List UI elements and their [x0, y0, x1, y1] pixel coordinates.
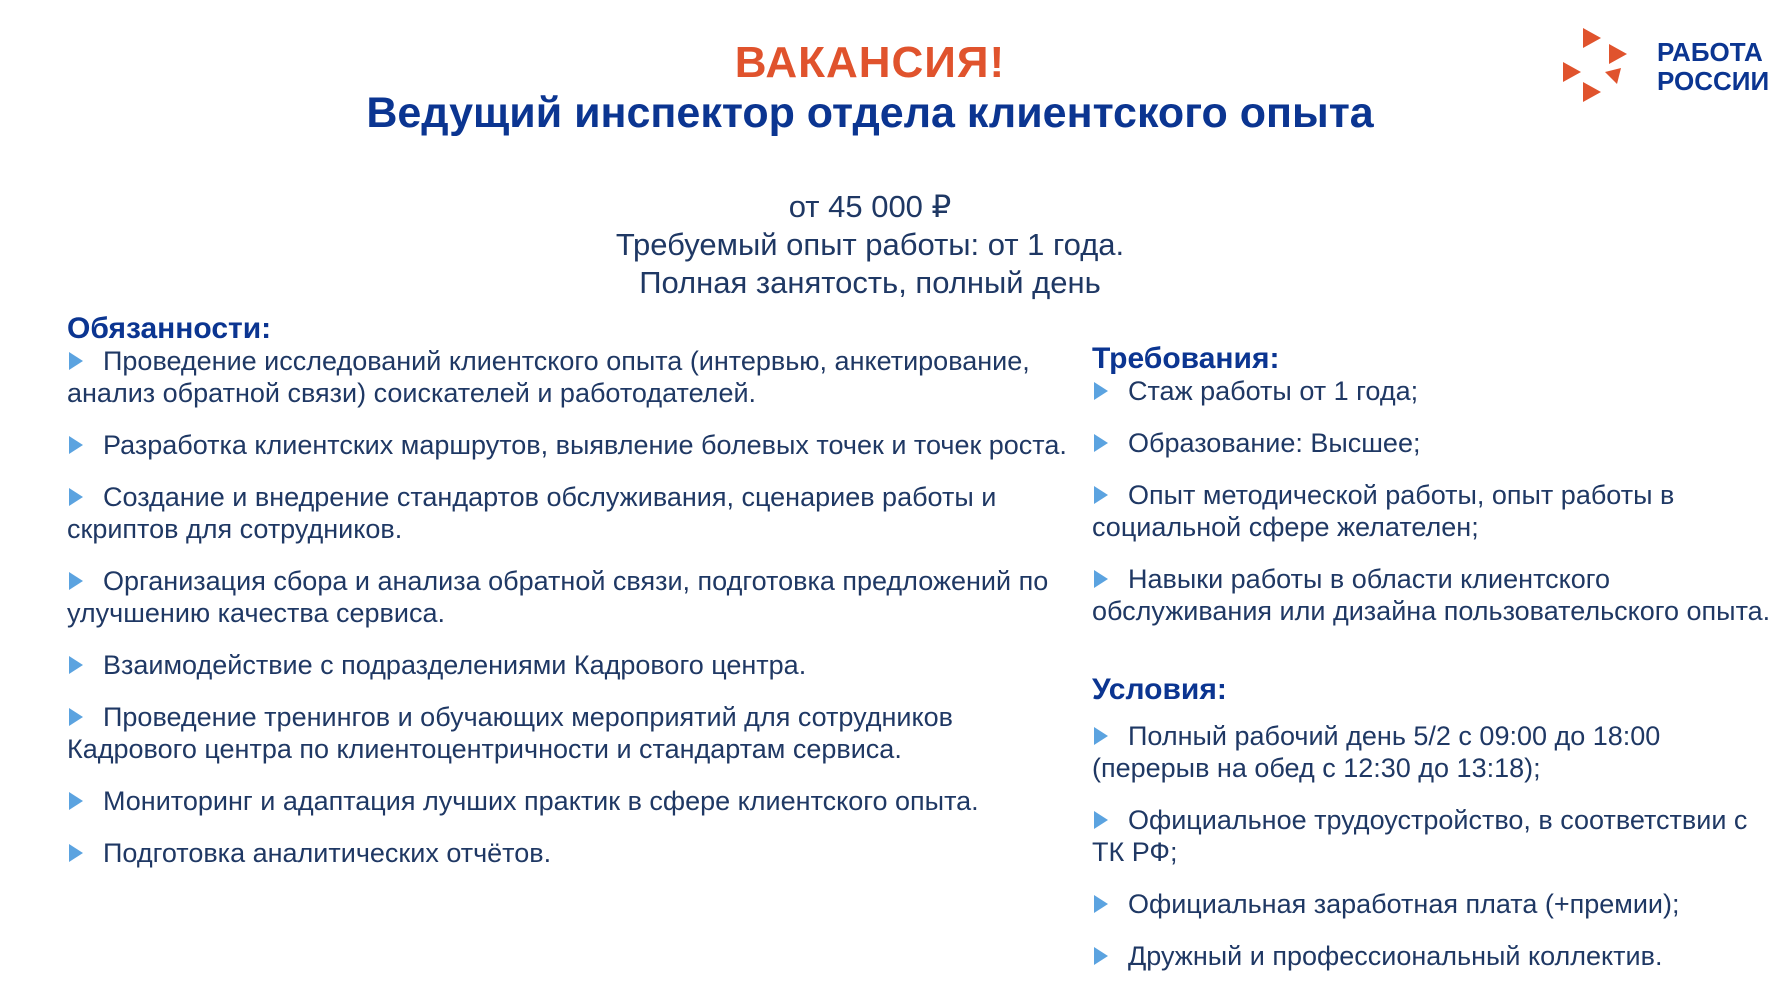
requirements-title: Требования: [1092, 342, 1280, 375]
list-item-text: Мониторинг и адаптация лучших практик в сфере клиентского опыта. [103, 786, 979, 816]
triangle-bullet-icon [69, 352, 83, 370]
vacancy-summary [300, 188, 1440, 302]
logo-line-2: РОССИИ [1657, 66, 1770, 96]
list-item [67, 649, 1087, 681]
list-item-text: Навыки работы в области клиентского обслуживания или дизайна пользовательского опыта. [1092, 564, 1771, 626]
rabota-rossii-logo [1561, 22, 1781, 112]
list-item [1092, 888, 1782, 920]
salary-text: от 45 000 ₽ [788, 189, 952, 224]
duties-title: Обязанности: [67, 312, 272, 345]
list-item-text: Разработка клиентских маршрутов, выявление болевых точек и точек роста. [103, 430, 1067, 460]
triangle-bullet-icon [1094, 727, 1108, 745]
triangle-bullet-icon [1094, 382, 1108, 400]
list-item-text: Проведение тренингов и обучающих мероприятий для сотрудников Кадрового центра по клиентоцентричности и стандартам сервиса. [67, 702, 953, 764]
vacancy-header [300, 37, 1440, 139]
duties-list [67, 345, 1087, 869]
position-title: Ведущий инспектор отдела клиентского опыта [366, 89, 1374, 137]
conditions-title: Условия: [1092, 673, 1227, 706]
vacancy-label: ВАКАНСИЯ! [734, 38, 1006, 87]
triangle-bullet-icon [1094, 895, 1108, 913]
list-item [1092, 720, 1782, 784]
requirements-list [1092, 375, 1782, 627]
list-item [1092, 427, 1782, 459]
list-item [1092, 804, 1782, 868]
list-item [67, 837, 1087, 869]
list-item-text: Официальное трудоустройство, в соответствии с ТК РФ; [1092, 805, 1748, 867]
triangle-bullet-icon [1094, 434, 1108, 452]
triangle-bullet-icon [69, 572, 83, 590]
list-item [1092, 479, 1782, 543]
triangle-bullet-icon [69, 656, 83, 674]
triangle-bullet-icon [69, 488, 83, 506]
triangle-bullet-icon [1094, 570, 1108, 588]
list-item [1092, 940, 1782, 972]
list-item [1092, 563, 1782, 627]
list-item [67, 345, 1087, 409]
logo-mark-icon [1561, 22, 1651, 112]
conditions-list [1092, 720, 1782, 972]
list-item-text: Официальная заработная плата (+премии); [1128, 889, 1680, 919]
employment-text: Полная занятость, полный день [639, 265, 1101, 300]
logo-line-1: РАБОТА [1657, 37, 1763, 67]
list-item [67, 565, 1087, 629]
triangle-bullet-icon [69, 792, 83, 810]
triangle-bullet-icon [69, 436, 83, 454]
list-item [1092, 375, 1782, 407]
list-item-text: Опыт методической работы, опыт работы в социальной сфере желателен; [1092, 480, 1675, 542]
list-item [67, 785, 1087, 817]
list-item-text: Проведение исследований клиентского опыта (интервью, анкетирование, анализ обратной связи) соискателей и работодателей. [67, 346, 1030, 408]
list-item-text: Взаимодействие с подразделениями Кадрового центра. [103, 650, 807, 680]
list-item [67, 701, 1087, 765]
logo-text [1657, 38, 1769, 96]
triangle-bullet-icon [69, 708, 83, 726]
list-item-text: Дружный и профессиональный коллектив. [1128, 941, 1663, 971]
triangle-bullet-icon [1094, 811, 1108, 829]
list-item-text: Подготовка аналитических отчётов. [103, 838, 552, 868]
list-item-text: Организация сбора и анализа обратной связи, подготовка предложений по улучшению качества сервиса. [67, 566, 1049, 628]
experience-text: Требуемый опыт работы: от 1 года. [615, 227, 1125, 262]
list-item-text: Полный рабочий день 5/2 с 09:00 до 18:00 (перерыв на обед с 12:30 до 13:18); [1092, 721, 1661, 783]
list-item-text: Стаж работы от 1 года; [1128, 376, 1419, 406]
list-item [67, 481, 1087, 545]
triangle-bullet-icon [69, 844, 83, 862]
triangle-bullet-icon [1094, 486, 1108, 504]
triangle-bullet-icon [1094, 947, 1108, 965]
list-item-text: Создание и внедрение стандартов обслуживания, сценариев работы и скриптов для сотрудников. [67, 482, 997, 544]
list-item [67, 429, 1087, 461]
list-item-text: Образование: Высшее; [1128, 428, 1421, 458]
